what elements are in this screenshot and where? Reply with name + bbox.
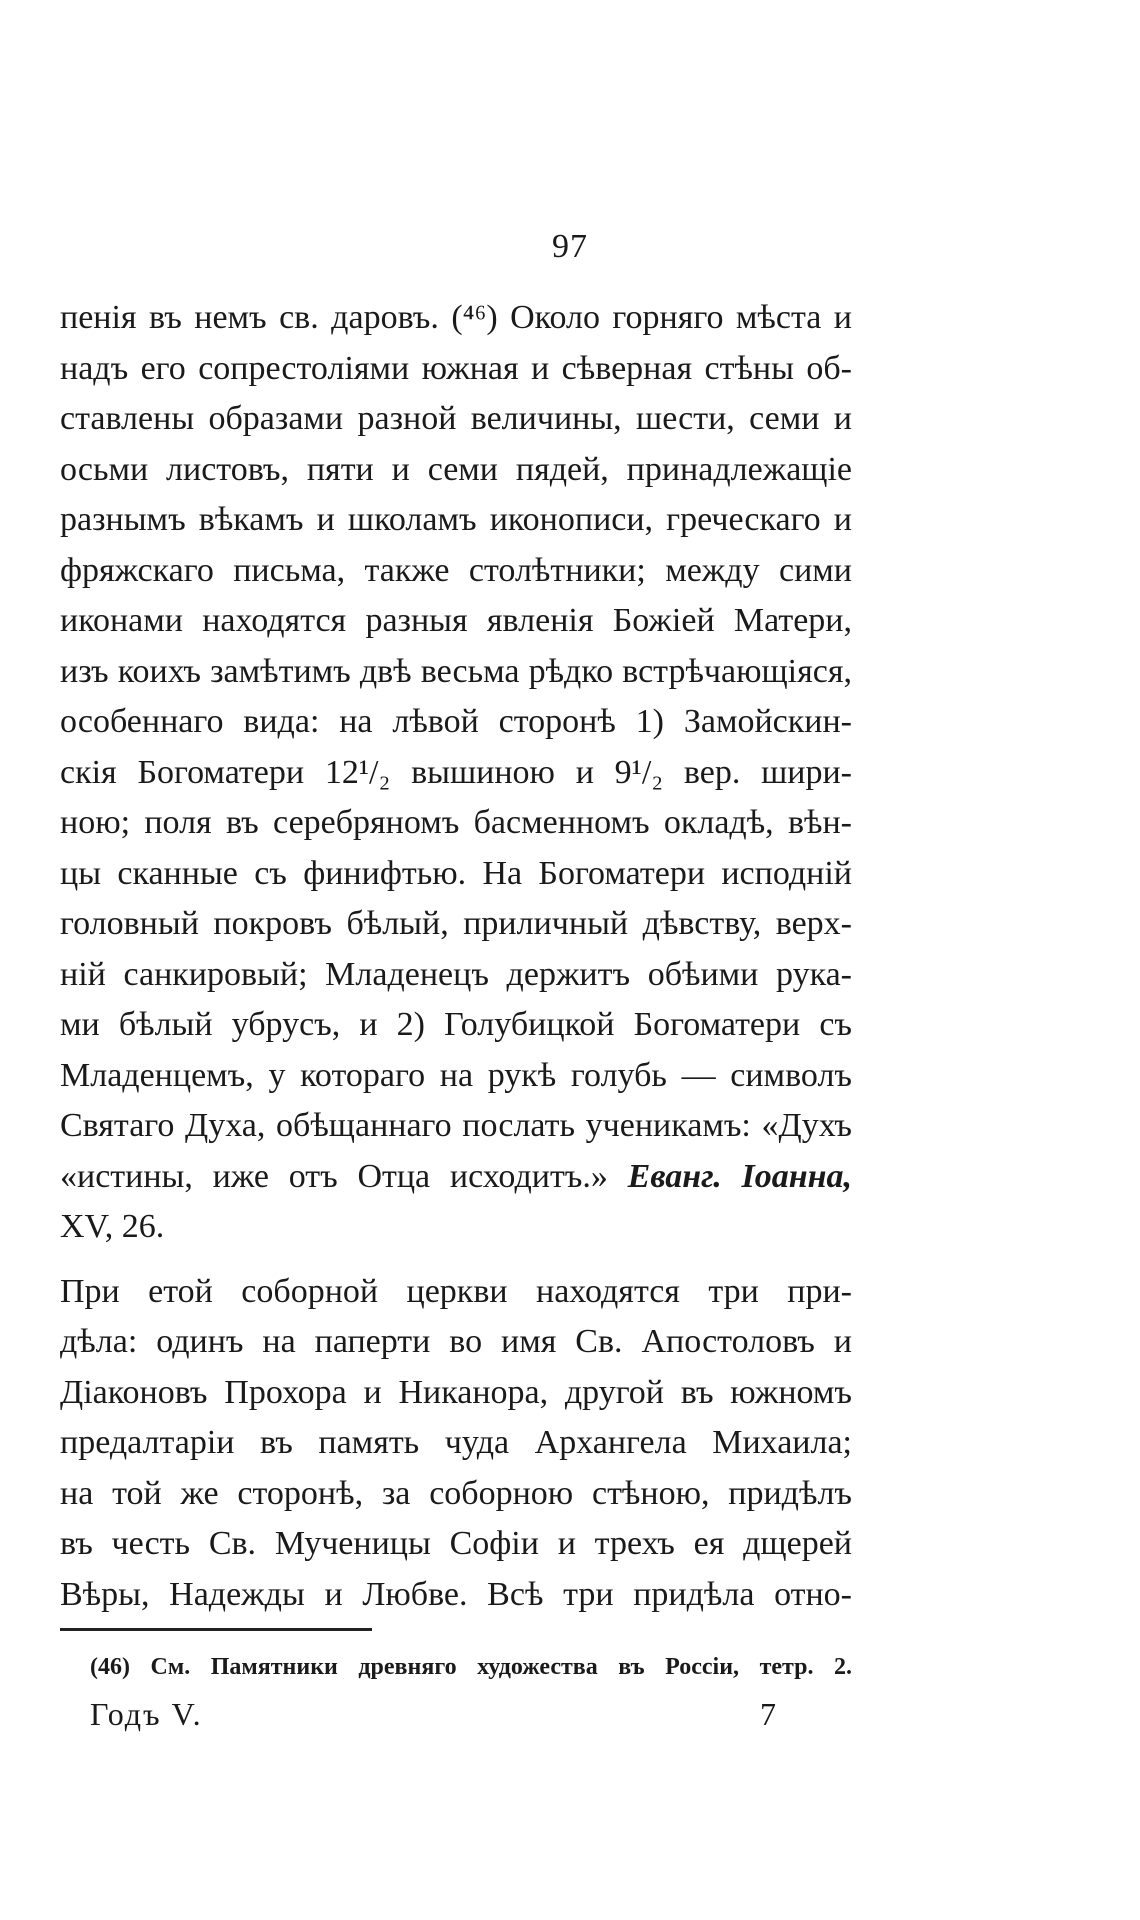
text-line: ною; поля въ серебряномъ басменномъ окладѣ, вѣн- (60, 804, 852, 841)
text-line: надъ его сопрестоліями южная и сѣверная стѣны об- (60, 349, 852, 387)
text-line: XV, 26. (60, 1208, 165, 1245)
body-text (60, 293, 852, 1620)
paragraph-2 (60, 1267, 852, 1621)
text-line: Святаго Духа, обѣщаннаго послать ученикамъ: «Духъ (60, 1107, 852, 1144)
text-line: головный покровъ бѣлый, приличный дѣвству, верх- (60, 905, 852, 942)
text-line: дѣла: одинъ на паперти во имя Св. Апостоловъ и (60, 1323, 852, 1360)
text-line: предалтаріи въ память чуда Архангела Михаила; (60, 1424, 852, 1461)
text-line: Младенцемъ, у котораго на рукѣ голубь — символъ (60, 1056, 852, 1094)
page-number: 97 (552, 228, 588, 265)
text-line: При етой соборной церкви находятся три при- (60, 1272, 852, 1310)
text-line: иконами находятся разныя явленія Божіей Матери, (60, 602, 852, 639)
text-line: на той же сторонѣ, за соборною стѣною, придѣлъ (60, 1474, 852, 1512)
text-line (60, 1152, 852, 1203)
text-line: пенія въ немъ св. даровъ. (⁴⁶) Около горняго мѣста и (60, 299, 852, 336)
text-line: Вѣры, Надежды и Любве. Всѣ три придѣла отно- (60, 1575, 852, 1613)
text-line: Діаконовъ Прохора и Никанора, другой въ южномъ (60, 1373, 852, 1411)
text-line: цы сканные съ финифтью. На Богоматери исподній (60, 854, 852, 892)
text-line: ми бѣлый убрусъ, и 2) Голубицкой Богоматери съ (60, 1006, 852, 1043)
text-line: изъ коихъ замѣтимъ двѣ весьма рѣдко встрѣчающіяся, (60, 652, 852, 690)
text-line: разнымъ вѣкамъ и школамъ иконописи, греческаго и (60, 501, 852, 538)
text-line: особеннаго вида: на лѣвой сторонѣ 1) Замойскин- (60, 703, 852, 740)
signature-number: 7 (760, 1696, 776, 1732)
footnote-divider (60, 1628, 372, 1631)
text-line: ній санкировый; Младенецъ держитъ обѣими рука- (60, 955, 852, 993)
text-line: ставлены образами разной величины, шести, семи и (60, 400, 852, 437)
text-line: фряжскаго письма, также столѣтники; между сими (60, 551, 852, 589)
text-line: осьми листовъ, пяти и семи пядей, принадлежащіе (60, 450, 852, 488)
text-line: скія Богоматери 12¹/₂ вышиною и 9¹/₂ вер. шири- (60, 753, 852, 791)
paragraph-1 (60, 293, 852, 1253)
footnote: (46) См. Памятники древняго художества въ Россіи, тетр. 2. (90, 1654, 852, 1680)
signature-mark: Годъ V. (90, 1696, 203, 1732)
scripture-reference: Еванг. Іоанна, (627, 1157, 852, 1195)
quote-text: «истины, иже отъ Отца исходитъ.» (60, 1157, 608, 1195)
text-line: въ честь Св. Мученицы Софіи и трехъ ея дщерей (60, 1525, 852, 1562)
